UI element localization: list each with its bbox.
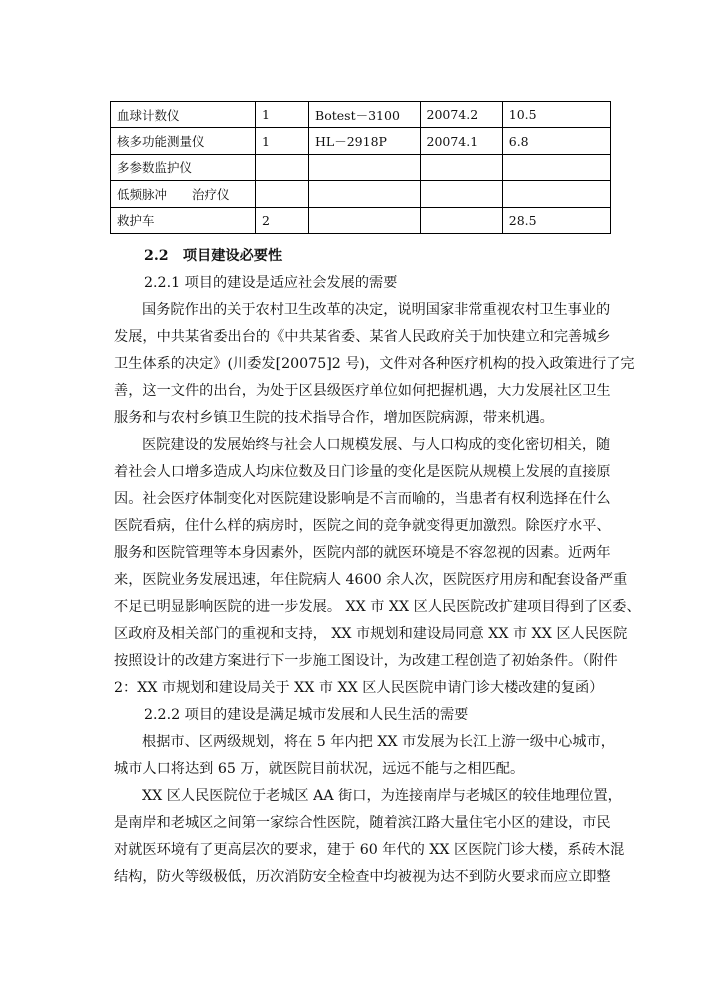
- text-line: 医院建设的发展始终与社会人口规模发展、与人口构成的变化密切相关，随: [142, 437, 611, 453]
- text-line: 卫生体系的决定》(川委发[20075]2 号)，文件对各种医疗机构的投入政策进行了完: [114, 356, 635, 372]
- text-line: 来，医院业务发展迅速，年住院病人 4600 余人次，医院医疗用房和配套设备严重: [114, 572, 628, 588]
- table-row: [111, 128, 611, 154]
- text-line: 根据市、区两级规划，将在 5 年内把 XX 市发展为长江上游一级中心城市，: [142, 734, 615, 750]
- table-row: [111, 154, 611, 180]
- text-line: 国务院作出的关于农村卫生改革的决定，说明国家非常重视农村卫生事业的: [142, 302, 611, 318]
- paragraph-population-growth: [114, 432, 641, 702]
- equipment-value: [502, 154, 610, 180]
- equipment-value: 28.5: [502, 207, 610, 233]
- table-row: [111, 102, 611, 128]
- equipment-value: 10.5: [502, 102, 610, 128]
- text-line: 是南岸和老城区之间第一家综合性医院，随着滨江路大量住宅小区的建设，市民: [114, 815, 611, 831]
- text-line: 按照设计的改建方案进行下一步施工图设计，为改建工程创造了初始条件。（附件: [114, 653, 618, 669]
- text-line: 服务和与农村乡镇卫生院的技术指导合作，增加医院病源，带来机遇。: [114, 410, 554, 426]
- text-line: 结构，防火等级极低，历次消防安全检查中均被视为达不到防火要求而应立即整: [114, 869, 611, 885]
- table-row: [111, 181, 611, 207]
- equipment-model: [309, 181, 420, 207]
- paragraph-city-planning: [114, 729, 624, 783]
- equipment-quantity: 1: [256, 128, 309, 154]
- section-heading-2-2: 2.2 项目建设必要性: [144, 248, 283, 264]
- text-line: 城市人口将达到 65 万，就医院目前状况，远远不能与之相匹配。: [114, 761, 525, 777]
- equipment-model: HL－2918P: [309, 128, 420, 154]
- text-line: 因。社会医疗体制变化对医院建设影响是不言而喻的，当患者有权利选择在什么: [114, 491, 611, 507]
- subsection-heading-2-2-1: 2.2.1 项目的建设是适应社会发展的需要: [144, 275, 398, 291]
- text-line: 发展，中共某省委出台的《中共某省委、某省人民政府关于加快建立和完善城乡: [114, 329, 611, 345]
- text-line: 2：XX 市规划和建设局关于 XX 市 XX 区人民医院申请门诊大楼改建的复函）: [114, 680, 604, 696]
- equipment-name: 核多功能测量仪: [111, 128, 256, 154]
- text-line: 不足已明显影响医院的进一步发展。 XX 市 XX 区人民医院改扩建项目得到了区委、: [114, 599, 641, 615]
- text-line: 医院看病，住什么样的病房时，医院之间的竞争就变得更加激烈。除医疗水平、: [114, 518, 611, 534]
- equipment-quantity: [256, 181, 309, 207]
- text-line: 区政府及相关部门的重视和支持， XX 市规划和建设局同意 XX 市 XX 区人民医院: [114, 626, 628, 642]
- table-row: [111, 207, 611, 233]
- equipment-quantity: 1: [256, 102, 309, 128]
- equipment-name: 多参数监护仪: [111, 154, 256, 180]
- equipment-quantity: 2: [256, 207, 309, 233]
- equipment-date: [420, 154, 502, 180]
- text-line: 着社会人口增多造成人均床位数及日门诊量的变化是医院从规模上发展的直接原: [114, 464, 611, 480]
- equipment-date: [420, 181, 502, 207]
- equipment-model: Botest－3100: [309, 102, 420, 128]
- equipment-value: [502, 181, 610, 207]
- body-text: [114, 243, 641, 891]
- text-line: 服务和医院管理等本身因素外，医院内部的就医环境是不容忽视的因素。近两年: [114, 545, 611, 561]
- equipment-value: 6.8: [502, 128, 610, 154]
- paragraph-hospital-location: [114, 783, 624, 891]
- equipment-name: 低频脉冲 治疗仪: [111, 181, 256, 207]
- subsection-heading-2-2-2: 2.2.2 项目的建设是满足城市发展和人民生活的需要: [144, 707, 469, 723]
- equipment-quantity: [256, 154, 309, 180]
- text-line: 善，这一文件的出台，为处于区县级医疗单位如何把握机遇，大力发展社区卫生: [114, 383, 611, 399]
- equipment-model: [309, 207, 420, 233]
- equipment-date: [420, 207, 502, 233]
- paragraph-rural-health-policy: [114, 297, 635, 432]
- equipment-date: 20074.1: [420, 128, 502, 154]
- equipment-date: 20074.2: [420, 102, 502, 128]
- equipment-table: [110, 101, 611, 234]
- equipment-model: [309, 154, 420, 180]
- text-line: 对就医环境有了更高层次的要求，建于 60 年代的 XX 区医院门诊大楼，系砖木混: [114, 842, 625, 858]
- equipment-name: 救护车: [111, 207, 256, 233]
- equipment-name: 血球计数仪: [111, 102, 256, 128]
- text-line: XX 区人民医院位于老城区 AA 街口，为连接南岸与老城区的较佳地理位置，: [142, 788, 622, 804]
